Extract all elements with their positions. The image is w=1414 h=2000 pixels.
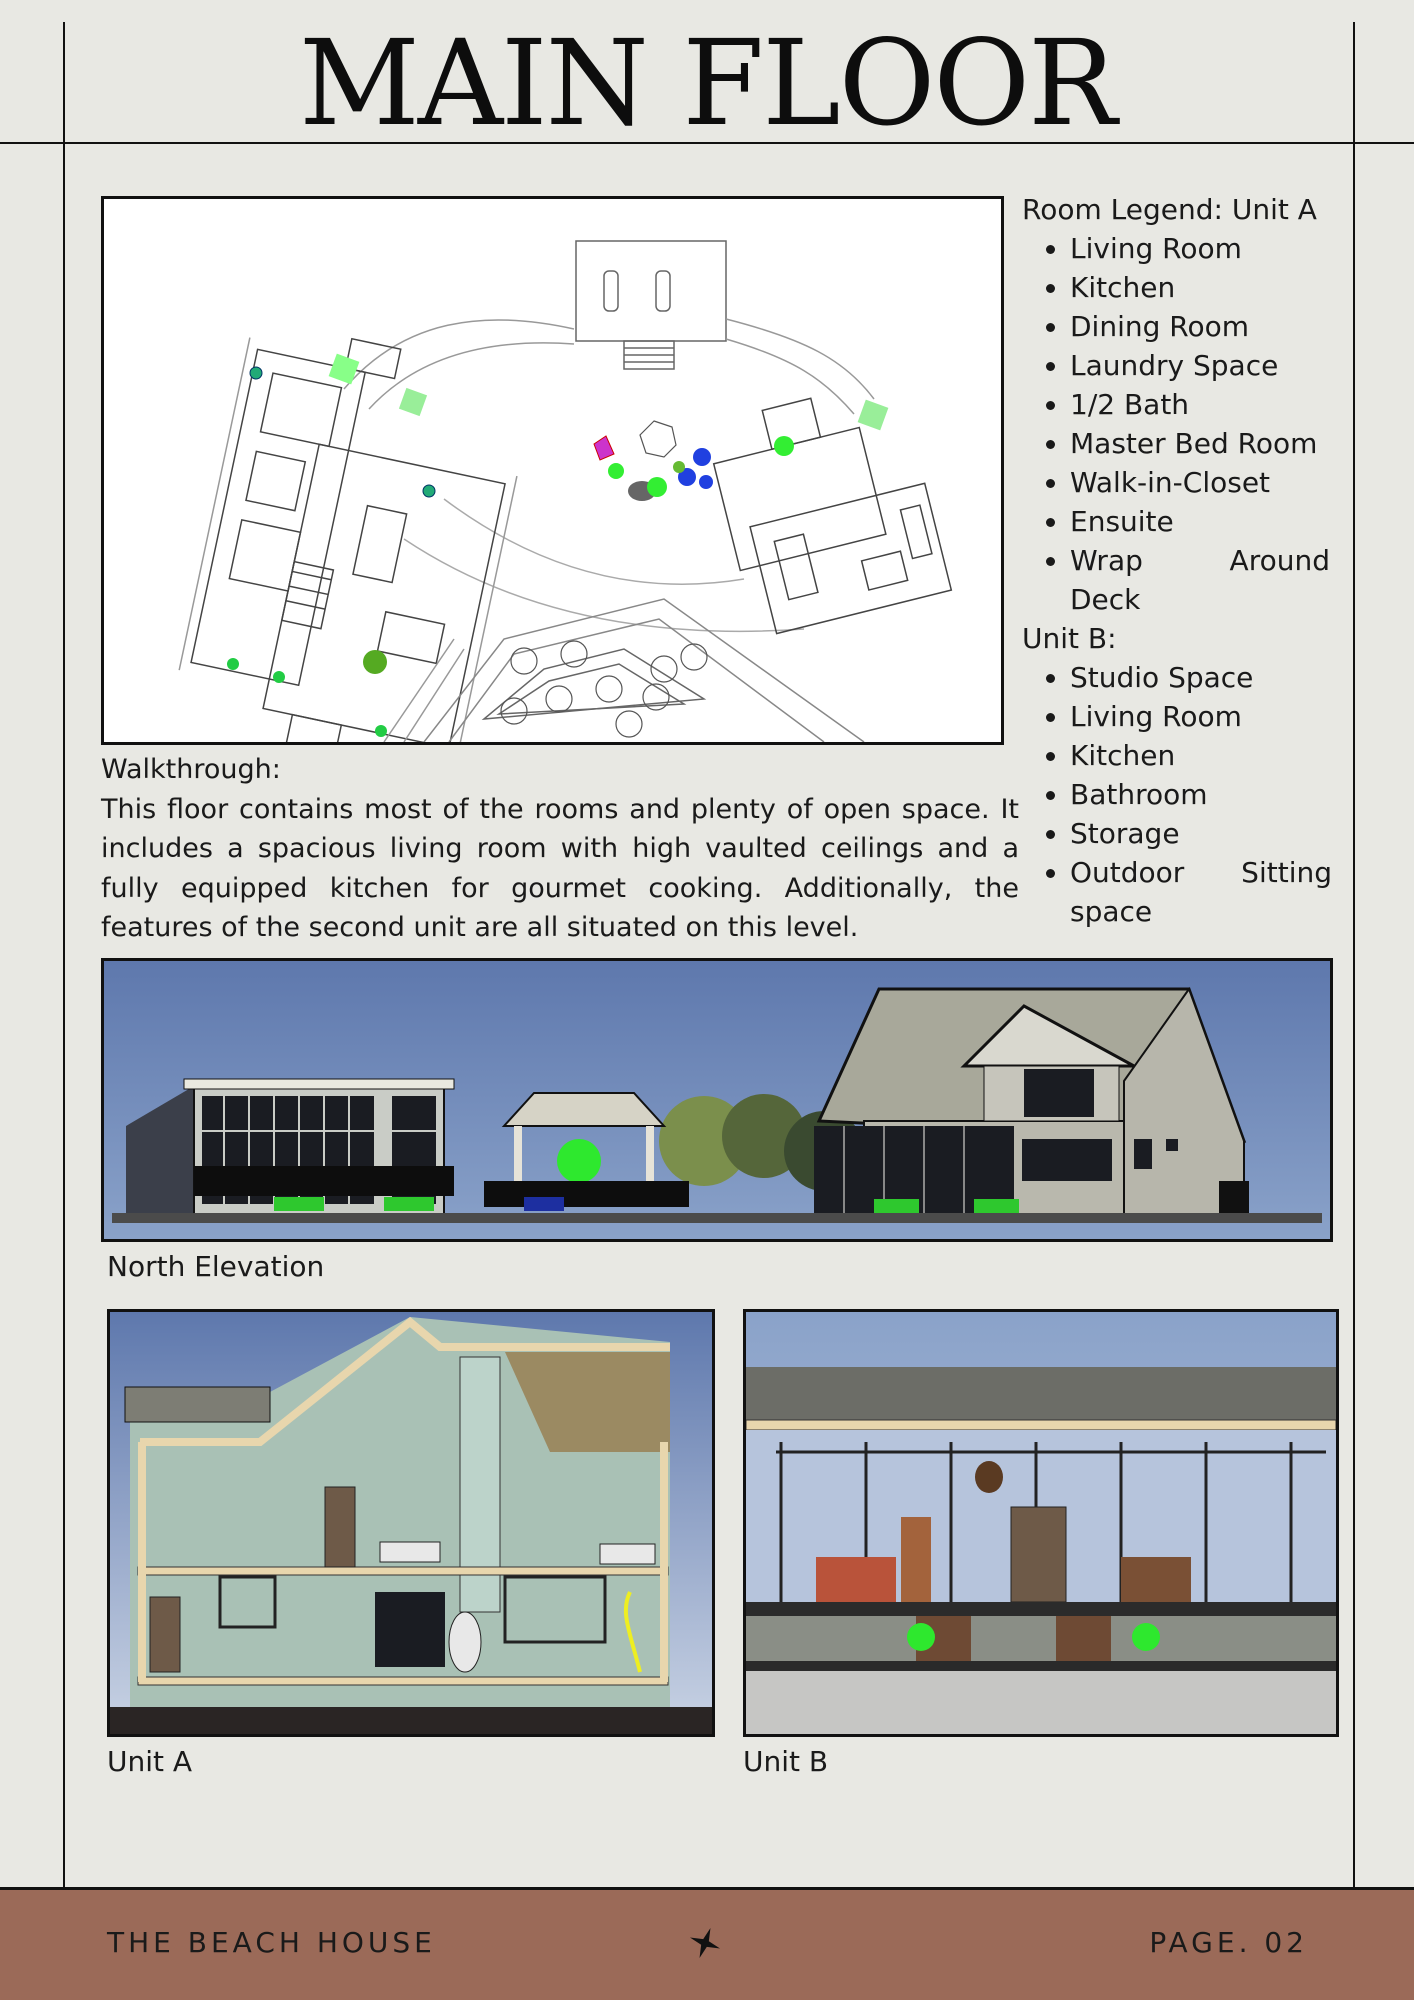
north-elevation-image <box>101 958 1333 1242</box>
garage-outline <box>576 241 726 341</box>
unit-b-legend-heading: Unit B: <box>1022 622 1117 655</box>
page-footer <box>0 1887 1414 2000</box>
unit-a-section-image <box>107 1309 715 1737</box>
unit-b-section-drawing <box>746 1312 1336 1734</box>
unit-a-legend-heading: Room Legend: Unit A <box>1022 193 1317 226</box>
site-floor-plan <box>101 196 1004 745</box>
list-item: • Laundry Space <box>1070 346 1332 385</box>
list-item: • Master Bed Room <box>1070 424 1332 463</box>
list-item: • Bathroom <box>1070 775 1332 814</box>
walkthrough-body: This floor contains most of the rooms and plenty of open space. It includes a spacious living room with high vaulted ceilings and a fully equipped kitchen for gourmet cooking. Additionally, the features of the second unit are all situated on this level. <box>101 793 1019 943</box>
list-item: • Dining Room <box>1070 307 1332 346</box>
page-title: MAIN FLOOR <box>299 14 1115 152</box>
unit-a-caption: Unit A <box>107 1745 193 1778</box>
floor-plan-drawing <box>104 199 1001 742</box>
unit-b-main <box>750 483 951 633</box>
four-point-star-icon <box>687 1925 723 1965</box>
list-item: • Walk-in-Closet <box>1070 463 1332 502</box>
list-item: • Kitchen <box>1070 268 1332 307</box>
list-item: • 1/2 Bath <box>1070 385 1332 424</box>
right-margin-line <box>1353 22 1355 1888</box>
list-item: • Studio Space <box>1070 658 1332 697</box>
unit-a-section-drawing <box>110 1312 712 1734</box>
room-legend <box>1022 190 1332 931</box>
left-margin-line <box>63 22 65 1888</box>
north-elevation-caption: North Elevation <box>107 1250 325 1283</box>
walkthrough-section <box>101 750 1019 948</box>
list-item: • Living Room <box>1070 697 1332 736</box>
unit-b-caption: Unit B <box>743 1745 829 1778</box>
list-item: • Outdoor Sitting space <box>1070 853 1332 931</box>
list-item: • Living Room <box>1070 229 1332 268</box>
list-item: • Storage <box>1070 814 1332 853</box>
list-item: • Ensuite <box>1070 502 1332 541</box>
north-elevation-drawing <box>104 961 1330 1239</box>
list-item: • Wrap Around Deck <box>1070 541 1332 619</box>
unit-b-section-image <box>743 1309 1339 1737</box>
footer-book-title: THE BEACH HOUSE <box>107 1926 436 1959</box>
walkthrough-heading: Walkthrough: <box>101 754 281 785</box>
footer-page-number: PAGE. 02 <box>1149 1926 1308 1959</box>
unit-a-room-list <box>1022 229 1332 619</box>
unit-b-room-list <box>1022 658 1332 931</box>
gazebo <box>640 421 676 457</box>
list-item: • Kitchen <box>1070 736 1332 775</box>
